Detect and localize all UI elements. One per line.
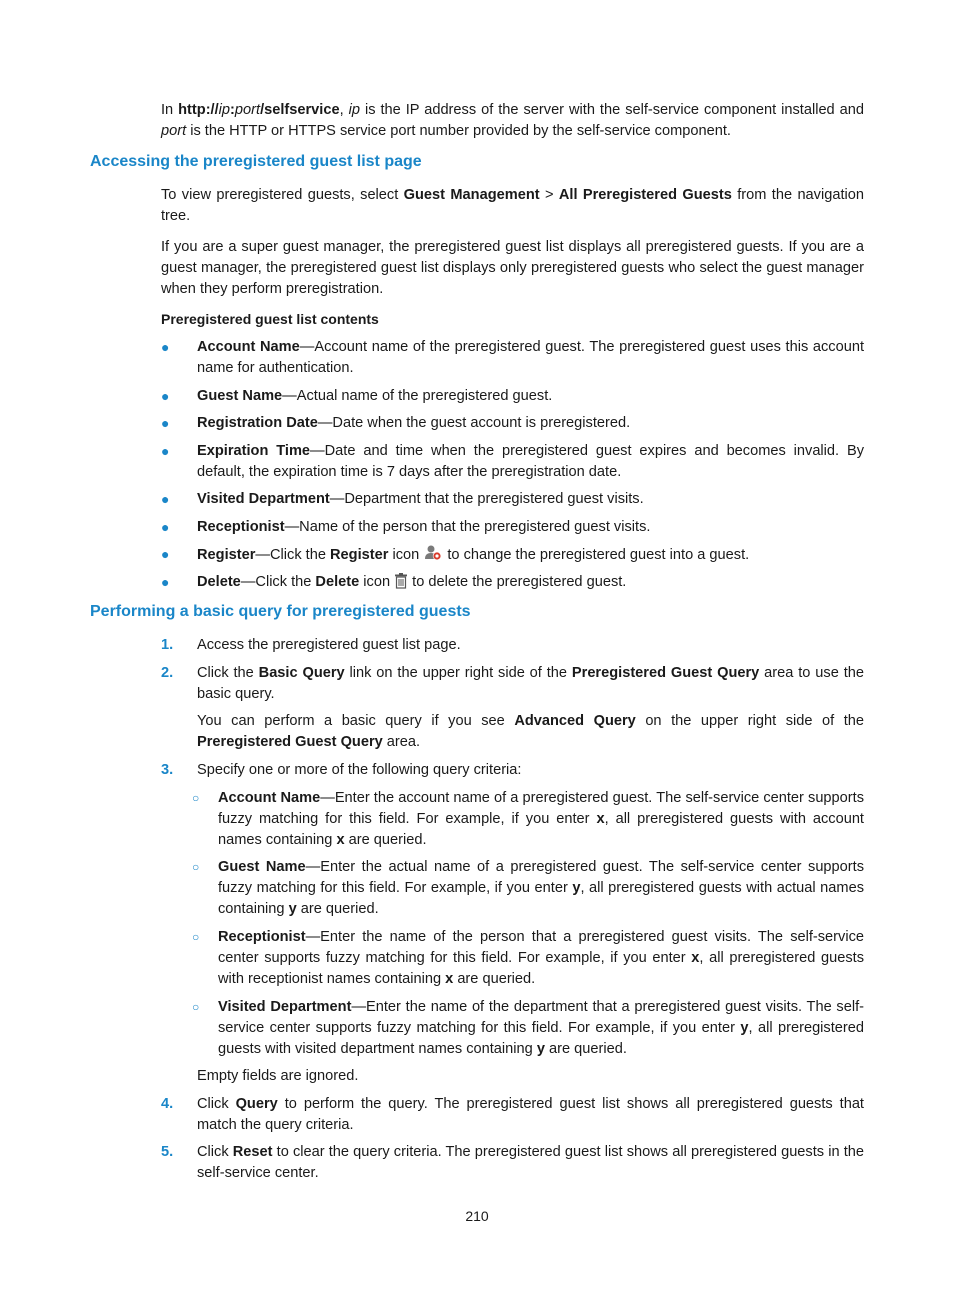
description: —Name of the person that the preregistered guest visits. [284, 519, 651, 535]
step-text: Specify one or more of the following query criteria: [197, 762, 522, 778]
step-number: 4. [161, 1096, 174, 1112]
menu-term: All Preregistered Guests [558, 187, 732, 203]
trash-icon [394, 572, 408, 596]
step-number: 1. [161, 637, 174, 653]
url-colon: : [230, 102, 235, 118]
bullet-icon: ● [161, 443, 170, 459]
description: , all preregistered guests with visited department names containing [218, 1020, 864, 1057]
term: Register [330, 547, 389, 563]
description: —Enter the name of the department that a preregistered guest visits. The self-service center supports fuzzy matching for this field. For example, if you enter [218, 999, 865, 1036]
term: Preregistered Guest Query [571, 665, 760, 681]
list-item-text [197, 489, 864, 510]
step-text-part: area to use the basic query. [197, 665, 864, 702]
description: are queried. [453, 971, 536, 987]
description: —Enter the actual name of a preregistered guest. The self-service center supports fuzzy matching for this field. For example, if you enter [218, 859, 864, 896]
bullet-icon: ● [161, 546, 170, 562]
example-value: x [596, 811, 605, 827]
port-term: port [161, 123, 187, 139]
criterion-text [218, 927, 864, 990]
url-prefix: http:// [178, 102, 219, 118]
description: —Account name of the preregistered guest. The preregistered guest uses this account name for authentication. [197, 339, 864, 376]
step-text-part: Click the [197, 665, 259, 681]
description: —Actual name of the preregistered guest. [282, 388, 553, 404]
term: Delete [315, 574, 360, 590]
term: Expiration Time [197, 443, 311, 459]
circle-bullet-icon: ○ [192, 860, 200, 874]
bullet-icon: ● [161, 491, 170, 507]
intro-paragraph [161, 100, 864, 142]
manager-paragraph: If you are a super guest manager, the preregistered guest list displays all preregistered guests. If you are a guest manager, the preregistered guest list displays only preregistered guests who select the guest manager when they perform preregistration. [161, 239, 864, 297]
example-value: y [288, 901, 297, 917]
example-value: x [445, 971, 454, 987]
term: Account Name [197, 339, 300, 355]
bullet-icon: ● [161, 519, 170, 535]
menu-term: Guest Management [403, 187, 540, 203]
intro-text: In [161, 102, 179, 118]
description: to change the preregistered guest into a guest. [443, 547, 750, 563]
term: Account Name [218, 790, 321, 806]
url-ip: ip [218, 102, 231, 118]
nav-instruction-paragraph [161, 185, 864, 227]
step-number: 3. [161, 762, 174, 778]
para-text: from the navigation tree. [161, 187, 864, 224]
step-text-part: to clear the query criteria. The preregistered guest list shows all preregistered guests in the self-service center. [197, 1144, 864, 1181]
description: icon [388, 547, 424, 563]
register-guest-icon [423, 544, 443, 569]
description: , all preregistered guests with receptionist names containing [218, 950, 864, 987]
bullet-icon: ● [161, 574, 170, 590]
description: —Enter the account name of a preregistered guest. The self-service center supports fuzzy matching for this field. For example, if you enter [218, 790, 864, 827]
list-item-text [197, 413, 864, 434]
intro-text: , [339, 102, 349, 118]
step-text [197, 1142, 864, 1184]
term: Register [197, 547, 256, 563]
description: are queried. [544, 1041, 627, 1057]
example-value: x [336, 832, 345, 848]
term: Basic Query [258, 665, 345, 681]
criterion-text [218, 788, 864, 851]
bullet-icon: ● [161, 388, 170, 404]
step-text-part: link on the upper right side of the [344, 665, 572, 681]
empty-fields-note: Empty fields are ignored. [197, 1068, 359, 1084]
bullet-icon: ● [161, 415, 170, 431]
term: Receptionist [218, 929, 306, 945]
note-text: on the upper right side of the [635, 713, 864, 729]
example-value: y [572, 880, 581, 896]
criterion-text [218, 857, 864, 920]
description: are queried. [344, 832, 427, 848]
term: Receptionist [197, 519, 285, 535]
description: —Enter the name of the person that a preregistered guest visits. The self-service center supports fuzzy matching for this field. For example, if you enter [218, 929, 864, 966]
description: —Date when the guest account is preregistered. [317, 415, 631, 431]
term: Visited Department [218, 999, 352, 1015]
description: , all preregistered guests with actual names containing [218, 880, 864, 917]
ip-term: ip [348, 102, 360, 118]
term: Guest Name [197, 388, 283, 404]
term: Advanced Query [514, 713, 636, 729]
term: Delete [197, 574, 241, 590]
url-port: port [234, 102, 261, 118]
para-text: To view preregistered guests, select [161, 187, 404, 203]
example-value: y [536, 1041, 545, 1057]
term: Registration Date [197, 415, 318, 431]
section-heading-access: Accessing the preregistered guest list page [90, 153, 422, 170]
term: Query [235, 1096, 278, 1112]
list-item-text [197, 441, 864, 483]
list-item-text [197, 517, 864, 538]
step-number: 5. [161, 1144, 174, 1160]
step-text-part: Click [197, 1144, 233, 1160]
term: Guest Name [218, 859, 306, 875]
intro-text: is the IP address of the server with the self-service component installed and [359, 102, 864, 118]
example-value: y [740, 1020, 749, 1036]
list-item-text [197, 386, 864, 407]
list-item-text [197, 572, 864, 596]
list-contents-subheading: Preregistered guest list contents [161, 311, 379, 327]
list-item-text [197, 337, 864, 379]
bullet-icon: ● [161, 339, 170, 355]
step-text-part: to perform the query. The preregistered guest list shows all preregistered guests that match the query criteria. [197, 1096, 864, 1133]
term: Preregistered Guest Query [197, 734, 383, 750]
para-text: > [539, 187, 559, 203]
description: , all preregistered guests with account names containing [218, 811, 864, 848]
description: —Click the [255, 547, 331, 563]
criterion-text [218, 997, 864, 1060]
term: Visited Department [197, 491, 330, 507]
list-item-text [197, 544, 864, 569]
description: —Click the [240, 574, 316, 590]
description: —Department that the preregistered guest visits. [329, 491, 644, 507]
description: to delete the preregistered guest. [408, 574, 627, 590]
url-path: /selfservice [260, 102, 340, 118]
circle-bullet-icon: ○ [192, 791, 200, 805]
step-text [197, 1094, 864, 1136]
step-note [197, 711, 864, 753]
step-number: 2. [161, 665, 174, 681]
description: are queried. [296, 901, 379, 917]
circle-bullet-icon: ○ [192, 1000, 200, 1014]
term: Reset [232, 1144, 273, 1160]
page-number: 210 [465, 1208, 489, 1224]
intro-text: is the HTTP or HTTPS service port number provided by the self-service component. [186, 123, 731, 139]
step-text: Access the preregistered guest list page. [197, 637, 461, 653]
circle-bullet-icon: ○ [192, 930, 200, 944]
note-text: area. [382, 734, 421, 750]
step-text [197, 663, 864, 705]
note-text: You can perform a basic query if you see [197, 713, 515, 729]
description: —Date and time when the preregistered guest expires and becomes invalid. By default, the expiration time is 7 days after the preregistration date. [197, 443, 864, 480]
example-value: x [691, 950, 700, 966]
section-heading-basic-query: Performing a basic query for preregistered guests [90, 603, 471, 620]
step-text-part: Click [197, 1096, 236, 1112]
description: icon [359, 574, 395, 590]
